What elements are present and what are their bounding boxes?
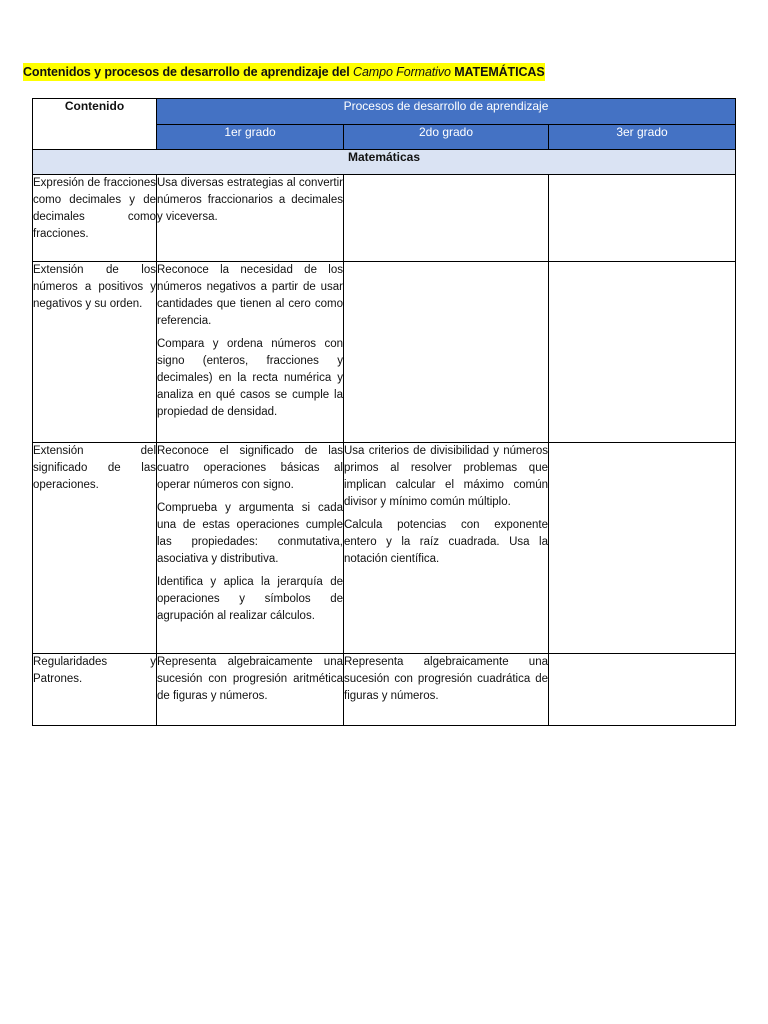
content-text: Regularidades y Patrones. (33, 656, 156, 685)
content-column-header: Contenido (33, 99, 157, 150)
grade-3-cell (549, 175, 736, 262)
grade-1-cell (157, 175, 344, 262)
content-text: Extensión de los números a positivos y negativos y su orden. (33, 264, 156, 310)
grade-3-cell (549, 443, 736, 654)
content-cell (33, 654, 157, 726)
process-text: Comprueba y argumenta si cada una de estas operaciones cumple las propiedades: conmutativa, asociativa y distributiva. (157, 502, 343, 565)
grade-1-header: 1er grado (157, 124, 344, 150)
process-text: Identifica y aplica la jerarquía de operaciones y símbolos de agrupación al realizar cálculos. (157, 576, 343, 622)
content-cell (33, 262, 157, 443)
process-text: Reconoce la necesidad de los números negativos a partir de usar cantidades que tienen al cero como referencia. (157, 264, 343, 327)
section-header-matematicas: Matemáticas (33, 150, 736, 175)
grade-1-cell (157, 443, 344, 654)
process-column-header: Procesos de desarrollo de aprendizaje (157, 99, 736, 125)
curriculum-table (32, 98, 736, 726)
process-text: Usa diversas estrategias al convertir números fraccionarios a decimales y viceversa. (157, 177, 343, 223)
document-title (23, 63, 545, 81)
grade-3-cell (549, 262, 736, 443)
process-text: Calcula potencias con exponente entero y la raíz cuadrada. Usa la notación científica. (344, 519, 548, 565)
table-row (33, 443, 736, 654)
grade-2-cell (344, 262, 549, 443)
process-text: Representa algebraicamente una sucesión con progresión cuadrática de figuras y números. (344, 656, 548, 702)
title-suffix: MATEMÁTICAS (454, 65, 545, 79)
table-row (33, 175, 736, 262)
content-text: Extensión del significado de las operaciones. (33, 445, 156, 491)
title-prefix: Contenidos y procesos de desarrollo de aprendizaje del (23, 65, 350, 79)
grade-2-cell (344, 175, 549, 262)
grade-1-cell (157, 262, 344, 443)
table-row (33, 654, 736, 726)
grade-3-cell (549, 654, 736, 726)
grade-2-cell (344, 654, 549, 726)
grade-2-header: 2do grado (344, 124, 549, 150)
content-cell (33, 443, 157, 654)
grade-1-cell (157, 654, 344, 726)
grade-2-cell (344, 443, 549, 654)
content-text: Expresión de fracciones como decimales y de decimales como fracciones. (33, 177, 156, 240)
process-text: Reconoce el significado de las cuatro operaciones básicas al operar números con signo. (157, 445, 343, 491)
process-text: Compara y ordena números con signo (enteros, fracciones y decimales) en la recta numérica y analiza en qué casos se cumple la propiedad de densidad. (157, 338, 343, 418)
process-text: Usa criterios de divisibilidad y números primos al resolver problemas que implican calcular el máximo común divisor y mínimo común múltiplo. (344, 445, 548, 508)
grade-3-header: 3er grado (549, 124, 736, 150)
process-text: Representa algebraicamente una sucesión con progresión aritmética de figuras y números. (157, 656, 343, 702)
table-row (33, 262, 736, 443)
title-italic: Campo Formativo (353, 65, 451, 79)
content-cell (33, 175, 157, 262)
